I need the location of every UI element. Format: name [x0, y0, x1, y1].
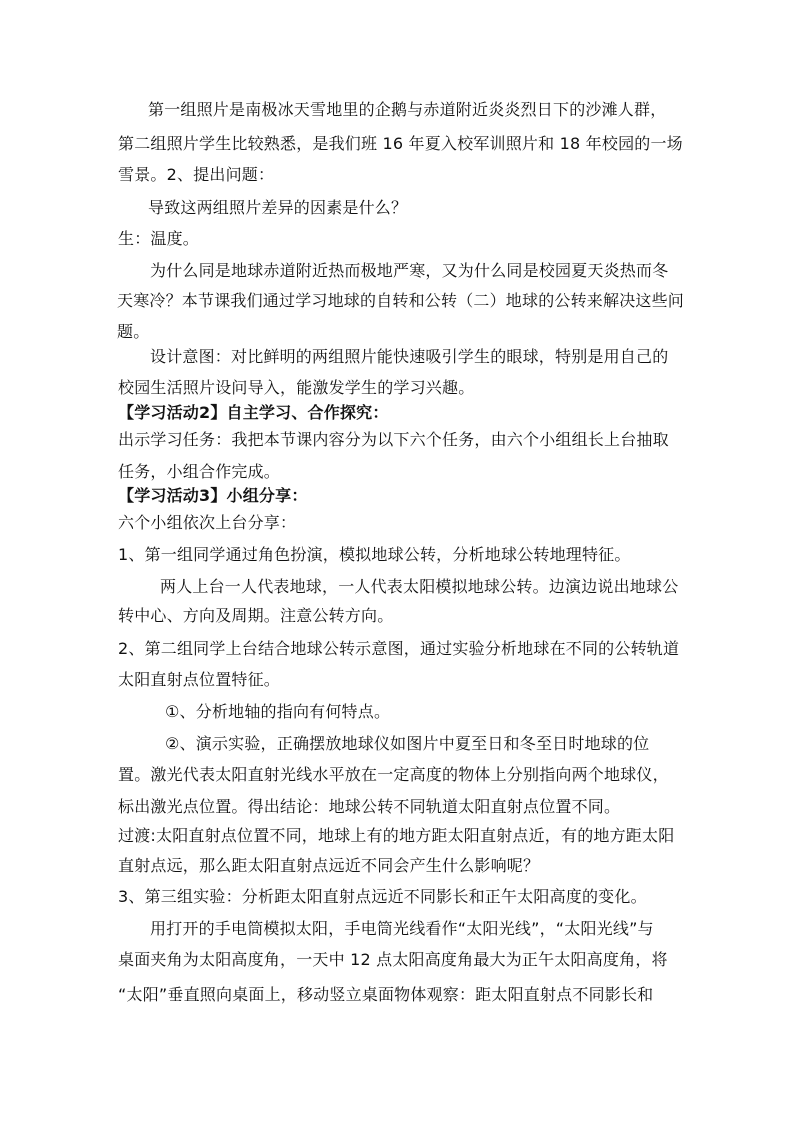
paragraph-line: 天寒冷？本节课我们通过学习地球的自转和公转（二）地球的公转来解决这些问: [117, 291, 685, 310]
paragraph-line: 1、第一组同学通过角色扮演，模拟地球公转，分析地球公转地理特征。: [118, 545, 631, 564]
paragraph-line: 过渡:太阳直射点位置不同，地球上有的地方距太阳直射点近，有的地方距太阳: [118, 826, 675, 845]
paragraph-line: 第一组照片是南极冰天雪地里的企鹅与赤道附近炎炎烈日下的沙滩人群，: [148, 100, 667, 119]
paragraph-line: 置。激光代表太阳直射光线水平放在一定高度的物体上分别指向两个地球仪，: [118, 765, 669, 784]
paragraph-line: 2、第二组同学上台结合地球公转示意图，通过实验分析地球在不同的公转轨道: [118, 639, 680, 658]
paragraph-line: 直射点远，那么距太阳直射点远近不同会产生什么影响呢？: [118, 856, 540, 875]
paragraph-line: 导致这两组照片差异的因素是什么？: [148, 198, 408, 217]
paragraph-line: 转中心、方向及周期。注意公转方向。: [118, 606, 394, 625]
paragraph-line: 生：温度。: [118, 229, 200, 248]
paragraph-line: 任务，小组合作完成。: [118, 462, 281, 481]
paragraph-line: 太阳直射点位置特征。: [118, 670, 281, 689]
paragraph-line: 为什么同是地球赤道附近热而极地严寒，又为什么同是校园夏天炎热而冬: [150, 261, 669, 280]
paragraph-line: 3、第三组实验：分析距太阳直射点远近不同影长和正午太阳高度的变化。: [118, 887, 647, 906]
paragraph-line: 标出激光点位置。得出结论：地球公转不同轨道太阳直射点位置不同。: [118, 797, 621, 816]
paragraph-line: 用打开的手电筒模拟太阳，手电筒光线看作“太阳光线”，“太阳光线”与: [150, 919, 654, 938]
paragraph-line: 出示学习任务：我把本节课内容分为以下六个任务，由六个小组组长上台抽取: [118, 430, 669, 449]
paragraph-line: 设计意图：对比鲜明的两组照片能快速吸引学生的眼球，特别是用自己的: [150, 347, 669, 366]
paragraph-line: 两人上台一人代表地球，一人代表太阳模拟地球公转。边演边说出地球公: [160, 577, 679, 596]
section-heading: 【学习活动3】小组分享：: [118, 486, 308, 505]
paragraph-line: 第二组照片学生比较熟悉，是我们班 16 年夏入校军训照片和 18 年校园的一场: [118, 134, 683, 153]
paragraph-line: ②、演示实验，正确摆放地球仪如图片中夏至日和冬至日时地球的位: [165, 734, 650, 753]
paragraph-line: 题。: [117, 322, 150, 341]
paragraph-line: ①、分析地轴的指向有何特点。: [165, 702, 391, 721]
paragraph-line: 雪景。2、提出问题：: [118, 165, 275, 184]
paragraph-line: 校园生活照片设问导入，能激发学生的学习兴趣。: [118, 378, 475, 397]
paragraph-line: “太阳”垂直照向桌面上，移动竖立桌面物体观察：距太阳直射点不同影长和: [118, 985, 654, 1004]
paragraph-line: 桌面夹角为太阳高度角，一天中 12 点太阳高度角最大为正午太阳高度角，将: [118, 950, 668, 969]
paragraph-line: 六个小组依次上台分享：: [118, 513, 297, 532]
section-heading: 【学习活动2】自主学习、合作探究：: [118, 403, 389, 422]
